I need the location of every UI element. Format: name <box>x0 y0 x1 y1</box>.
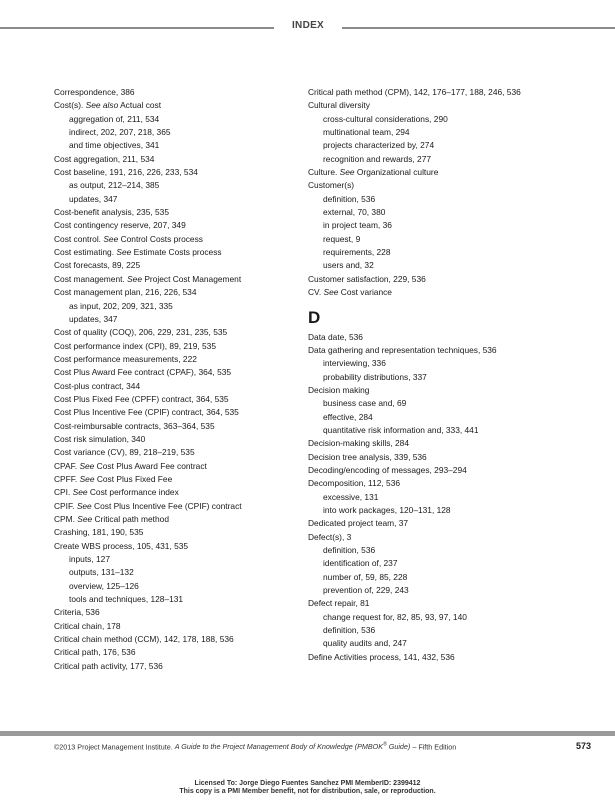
index-subentry: identification of, 237 <box>323 558 398 569</box>
index-entry: Critical chain, 178 <box>54 620 121 631</box>
index-subentry: multinational team, 294 <box>323 127 410 138</box>
see-reference: See <box>323 287 339 298</box>
index-column-right <box>308 86 558 664</box>
entry-term: CPIF. <box>54 500 77 511</box>
index-entry <box>54 473 304 486</box>
index-subentry: quantitative risk information and, 333, 441 <box>323 424 479 435</box>
index-subentry: effective, 284 <box>323 411 373 422</box>
index-entry: Correspondence, 386 <box>54 87 135 97</box>
index-entry: Cost-plus contract, 344 <box>54 380 141 391</box>
license-line-2: This copy is a PMI Member benefit, not for distribution, sale, or reproduction. <box>179 788 436 795</box>
index-section-c <box>308 86 558 300</box>
see-reference: See <box>72 487 88 498</box>
index-subentry: probability distributions, 337 <box>323 371 427 382</box>
index-subentry: business case and, 69 <box>323 398 407 409</box>
index-subentry: tools and techniques, 128–131 <box>69 594 184 605</box>
index-subentry: into work packages, 120–131, 128 <box>323 504 451 515</box>
index-subentry: quality audits and, 247 <box>323 638 407 649</box>
index-entry <box>54 233 304 246</box>
index-subentry: definition, 536 <box>323 193 376 204</box>
index-entry: Cultural diversity <box>308 100 370 111</box>
index-entry: Cost Plus Fixed Fee (CPFF) contract, 364, 535 <box>54 393 229 404</box>
index-entry: Critical chain method (CCM), 142, 178, 188, 536 <box>54 634 234 645</box>
index-subentry: inputs, 127 <box>69 554 110 565</box>
entry-target: Cost Plus Fixed Fee <box>94 473 173 484</box>
index-subentry: updates, 347 <box>69 193 118 204</box>
index-entry: Data date, 536 <box>308 331 363 342</box>
index-subentry: overview, 125–126 <box>69 580 139 591</box>
footer-registered-mark: ® <box>383 742 387 748</box>
index-entry: Crashing, 181, 190, 535 <box>54 527 144 538</box>
entry-term: CPI. <box>54 487 73 498</box>
page-title: INDEX <box>291 20 325 31</box>
footer-citation <box>54 742 564 751</box>
see-reference: See <box>127 273 142 284</box>
index-entry <box>308 166 558 179</box>
index-entry: Decoding/encoding of messages, 293–294 <box>308 464 467 475</box>
index-entry: Decision tree analysis, 339, 536 <box>308 451 427 462</box>
license-line-1: Licensed To: Jorge Diego Fuentes Sanchez PMI MemberID: 2399412 <box>194 780 421 787</box>
index-subentry: number of, 59, 85, 228 <box>323 571 408 582</box>
entry-target: Cost Plus Incentive Fee (CPIF) contract <box>91 500 242 511</box>
index-entry: Cost variance (CV), 89, 218–219, 535 <box>54 447 195 458</box>
see-reference: See <box>77 514 93 524</box>
section-letter-d: D <box>308 307 321 327</box>
header-rule-right <box>342 27 615 29</box>
index-entry: Decision making <box>308 384 370 395</box>
entry-term: CPFF. <box>54 473 80 484</box>
entry-target: Estimate Costs process <box>131 247 222 258</box>
index-entry <box>54 500 304 513</box>
entry-target: Project Cost Management <box>142 273 242 284</box>
index-entry: Customer(s) <box>308 180 355 191</box>
index-entry <box>54 99 304 112</box>
see-reference: See also <box>85 100 119 111</box>
see-reference: See <box>76 500 92 511</box>
index-entry: Dedicated project team, 37 <box>308 518 409 529</box>
header-rule-left <box>0 27 274 29</box>
index-entry: Cost contingency reserve, 207, 349 <box>54 220 186 231</box>
index-subentry: and time objectives, 341 <box>69 140 160 151</box>
index-entry: Cost performance index (CPI), 89, 219, 535 <box>54 340 216 351</box>
index-subentry: requirements, 228 <box>323 247 391 258</box>
index-subentry: projects characterized by, 274 <box>323 140 435 151</box>
entry-term: Cost control. <box>54 233 104 244</box>
index-subentry: definition, 536 <box>323 545 376 555</box>
index-subentry: definition, 536 <box>323 625 376 636</box>
index-entry: Cost baseline, 191, 216, 226, 233, 534 <box>54 167 198 178</box>
index-entry: Cost risk simulation, 340 <box>54 433 146 444</box>
index-subentry: excessive, 131 <box>323 491 379 502</box>
entry-term: CPAF. <box>54 460 80 471</box>
index-subentry: recognition and rewards, 277 <box>323 153 432 164</box>
entry-term: Cost management. <box>54 273 128 284</box>
index-entry <box>308 286 558 299</box>
see-reference: See <box>79 473 95 484</box>
entry-term: CV. <box>308 287 324 298</box>
entry-target: Cost performance index <box>87 487 179 498</box>
see-reference: See <box>79 460 95 471</box>
index-entry <box>54 460 304 473</box>
footer-book-title: A Guide to the Project Management Body of Knowledge (PMBOK <box>174 742 384 752</box>
index-entry: Cost forecasts, 89, 225 <box>54 260 141 271</box>
index-entry: Cost of quality (COQ), 206, 229, 231, 235, 535 <box>54 327 228 338</box>
page-header <box>0 14 615 42</box>
index-entry: Defect repair, 81 <box>308 598 370 609</box>
index-subentry: aggregation of, 211, 534 <box>69 113 160 124</box>
index-subentry: external, 70, 380 <box>323 207 386 218</box>
entry-term: CPM. <box>54 514 78 524</box>
index-entry: Criteria, 536 <box>54 607 100 618</box>
footer-rule <box>0 731 615 736</box>
index-entry: Cost-reimbursable contracts, 363–364, 535 <box>54 420 215 431</box>
index-entry: Cost management plan, 216, 226, 534 <box>54 287 197 298</box>
entry-target: Cost variance <box>338 287 392 298</box>
entry-target: Control Costs process <box>118 233 203 244</box>
index-subentry: as output, 212–214, 385 <box>69 180 160 191</box>
index-column-left <box>54 86 304 673</box>
entry-target: Organizational culture <box>354 167 439 178</box>
index-entry: Create WBS process, 105, 431, 535 <box>54 540 189 551</box>
index-subentry: cross-cultural considerations, 290 <box>323 113 448 124</box>
index-entry: Critical path activity, 177, 536 <box>54 660 163 671</box>
index-entry: Customer satisfaction, 229, 536 <box>308 273 426 284</box>
index-entry: Critical path method (CPM), 142, 176–177, 188, 246, 536 <box>308 87 521 97</box>
index-entry: Decision-making skills, 284 <box>308 438 410 449</box>
index-entry: Decomposition, 112, 536 <box>308 478 401 489</box>
index-section-d <box>308 331 558 665</box>
index-subentry: prevention of, 229, 243 <box>323 585 409 596</box>
index-entry: Cost Plus Incentive Fee (CPIF) contract, 364, 535 <box>54 407 239 418</box>
entry-target: Cost Plus Award Fee contract <box>94 460 207 471</box>
entry-target: Critical path method <box>92 514 169 524</box>
footer-edition: – Fifth Edition <box>410 742 457 752</box>
index-entry: Defect(s), 3 <box>308 531 352 542</box>
index-subentry: request, 9 <box>323 233 361 244</box>
index-entry <box>54 486 304 499</box>
index-subentry: interviewing, 336 <box>323 358 386 369</box>
index-subentry: outputs, 131–132 <box>69 567 134 578</box>
page-number: 573 <box>576 741 592 751</box>
see-reference: See <box>116 247 132 258</box>
index-subentry: in project team, 36 <box>323 220 392 231</box>
index-subentry: change request for, 82, 85, 93, 97, 140 <box>323 611 467 622</box>
index-entry: Cost performance measurements, 222 <box>54 353 197 364</box>
entry-term: Cost(s). <box>54 100 86 111</box>
index-entry: Cost aggregation, 211, 534 <box>54 153 155 164</box>
index-subentry: indirect, 202, 207, 218, 365 <box>69 127 171 138</box>
index-subentry: as input, 202, 209, 321, 335 <box>69 300 173 311</box>
entry-term: Culture. <box>308 167 340 178</box>
index-entry <box>54 513 304 526</box>
license-notice <box>0 780 615 796</box>
footer-copyright: ©2013 Project Management Institute. <box>54 742 175 752</box>
index-entry: Data gathering and representation techniques, 536 <box>308 344 497 355</box>
footer-book-title-end: Guide) <box>386 742 411 752</box>
index-subentry: users and, 32 <box>323 260 374 271</box>
index-entry <box>54 273 304 286</box>
index-entry <box>54 246 304 259</box>
index-entry: Define Activities process, 141, 432, 536 <box>308 651 455 662</box>
index-subentry: updates, 347 <box>69 313 118 324</box>
see-reference: See <box>339 167 355 178</box>
index-entry: Cost-benefit analysis, 235, 535 <box>54 207 169 218</box>
entry-target: Actual cost <box>118 100 162 111</box>
entry-term: Cost estimating. <box>54 247 117 258</box>
index-entry: Critical path, 176, 536 <box>54 647 136 658</box>
see-reference: See <box>103 233 119 244</box>
index-entry: Cost Plus Award Fee contract (CPAF), 364, 535 <box>54 367 232 378</box>
